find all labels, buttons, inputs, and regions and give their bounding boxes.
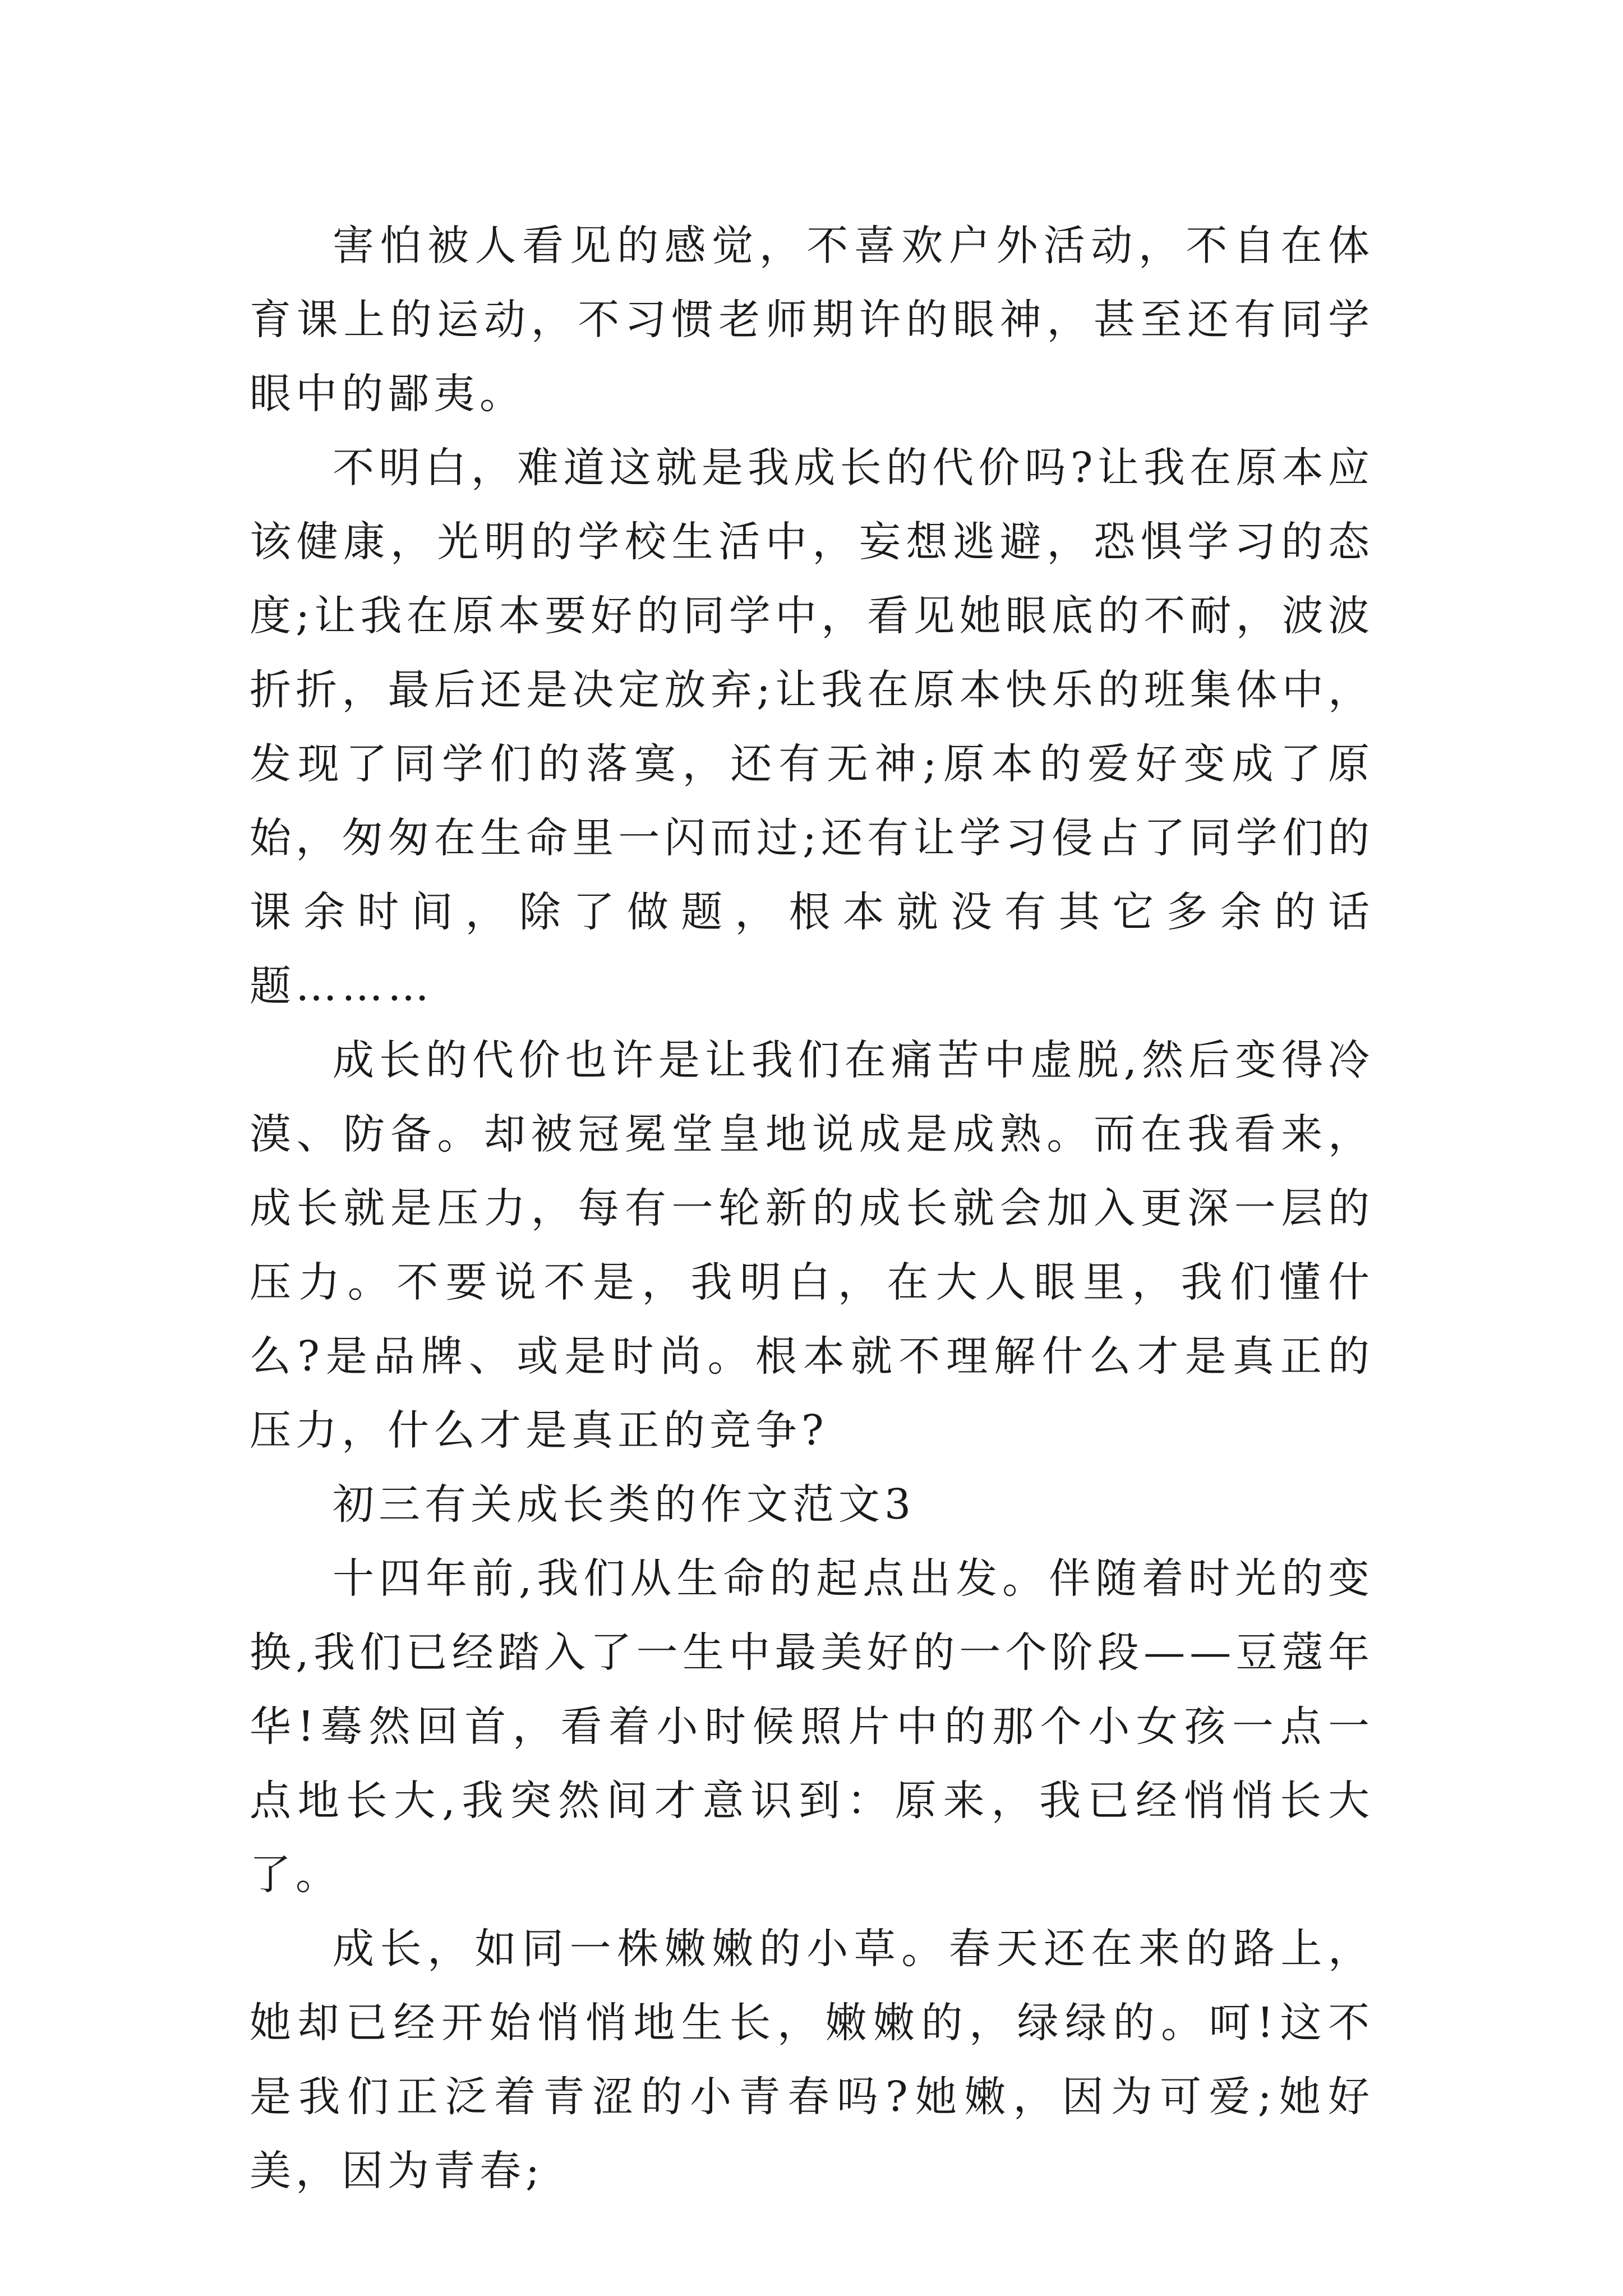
section-heading: 初三有关成长类的作文范文3 bbox=[333, 1480, 916, 1529]
paragraph-2: 不明白，难道这就是我成长的代价吗?让我在原本应该健康，光明的学校生活中，妄想逃避，恐惧学习的态度;让我在原本要好的同学中，看见她眼底的不耐，波波折折，最后还是决定放弃;让我在原本快乐的班集体中，发现了同学们的落寞，还有无神;原本的爱好变成了原始，匆匆在生命里一闪而过;还有让学习侵占了同学们的课余时间，除了做题，根本就没有其它多余的话题……… bbox=[250, 444, 1374, 1010]
essay-body bbox=[250, 209, 1374, 2208]
paragraph-1: 害怕被人看见的感觉，不喜欢户外活动，不自在体育课上的运动，不习惯老师期许的眼神，甚至还有同学眼中的鄙夷。 bbox=[250, 222, 1374, 418]
paragraph-4: 十四年前,我们从生命的起点出发。伴随着时光的变换,我们已经踏入了一生中最美好的一个阶段——豆蔻年华!蓦然回首，看着小时候照片中的那个小女孩一点一点地长大,我突然间才意识到：原来，我已经悄悄长大了。 bbox=[250, 1554, 1374, 1899]
paragraph-5: 成长，如同一株嫩嫩的小草。春天还在来的路上，她却已经开始悄悄地生长，嫩嫩的，绿绿的。呵!这不是我们正泛着青涩的小青春吗?她嫩，因为可爱;她好美，因为青春; bbox=[250, 1925, 1374, 2195]
paragraph-3: 成长的代价也许是让我们在痛苦中虚脱,然后变得冷漠、防备。却被冠冕堂皇地说成是成熟。而在我看来，成长就是压力，每有一轮新的成长就会加入更深一层的压力。不要说不是，我明白，在大人眼里，我们懂什么?是品牌、或是时尚。根本就不理解什么才是真正的压力，什么才是真正的竞争? bbox=[250, 1036, 1374, 1455]
